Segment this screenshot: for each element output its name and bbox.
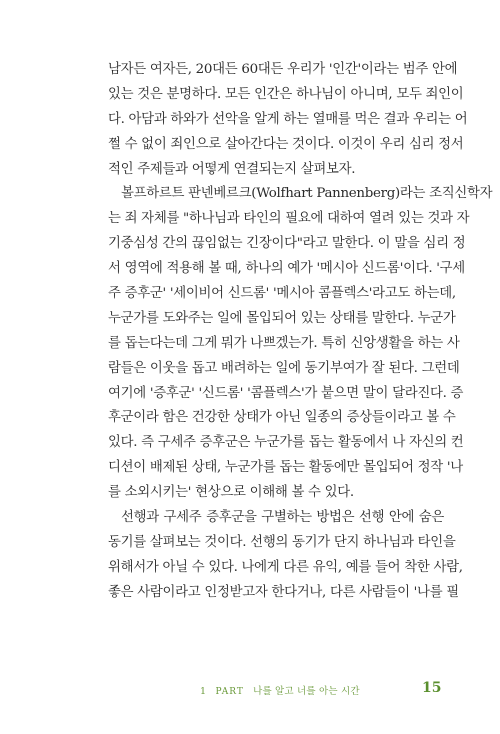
text-line: 여기에 '증후군' '신드롬' '콤플렉스'가 붙으면 말이 달라진다. 증	[108, 385, 464, 401]
text-line: 볼프하르트 판넨베르크(Wolfhart Pannenberg)라는 조직신학자	[121, 186, 493, 202]
text-line: 를 돕는다는데 그게 뭐가 나쁘겠는가. 특히 신앙생활을 하는 사	[108, 335, 460, 351]
text-line: 쩔 수 없이 죄인으로 살아간다는 것이다. 이것이 우리 심리 정서	[108, 136, 464, 152]
paragraph-3	[108, 506, 463, 606]
text-line: 디션이 배제된 상태, 누군가를 돕는 활동에만 몰입되어 정작 '나	[108, 460, 463, 476]
text-line: 선행과 구세주 증후군을 구별하는 방법은 선행 안에 숨은	[121, 510, 444, 526]
text-line: 누군가를 도와주는 일에 몰입되어 있는 상태를 말한다. 누군가	[108, 310, 456, 326]
text-line: 주 증후군' '세이비어 신드롬' '메시아 콤플렉스'라고도 하는데,	[108, 286, 456, 302]
text-line: 다. 아담과 하와가 선악을 알게 하는 열매를 먹은 결과 우리는 어	[108, 111, 468, 127]
text-line: 후군이라 함은 건강한 상태가 아닌 일종의 증상들이라고 볼 수	[108, 410, 456, 426]
text-line: 는 죄 자체를 "하나님과 타인의 필요에 대하여 열려 있는 것과 자	[108, 211, 470, 227]
text-line: 적인 주제들과 어떻게 연결되는지 살펴보자.	[108, 161, 356, 177]
part-label: PART	[215, 687, 244, 697]
text-line: 서 영역에 적용해 볼 때, 하나의 예가 '메시아 신드롬'이다. '구세	[108, 261, 465, 277]
body-text	[108, 58, 493, 606]
part-number: 1	[200, 686, 207, 697]
paragraph-1	[108, 58, 468, 182]
page-footer	[0, 680, 500, 700]
page-number: 15	[422, 680, 442, 696]
running-footer	[200, 683, 360, 697]
text-line: 동기를 살펴보는 것이다. 선행의 동기가 단지 하나님과 타인을	[108, 534, 456, 550]
text-line: 있는 것은 분명하다. 모든 인간은 하나님이 아니며, 모두 죄인이	[108, 86, 464, 102]
part-title: 나를 알고 너를 아는 시간	[253, 686, 360, 697]
text-line: 를 소외시키는' 현상으로 이해해 볼 수 있다.	[108, 485, 354, 501]
text-line: 위해서가 아닐 수 있다. 나에게 다른 유익, 예를 들어 착한 사람,	[108, 559, 463, 575]
text-line: 기중심성 간의 끊임없는 긴장이다"라고 말한다. 이 말을 심리 정	[108, 236, 466, 252]
text-line: 람들은 이웃을 돕고 배려하는 일에 동기부여가 잘 된다. 그런데	[108, 360, 460, 376]
text-line: 남자든 여자든, 20대든 60대든 우리가 '인간'이라는 범주 안에	[108, 62, 458, 77]
text-line: 있다. 즉 구세주 증후군은 누군가를 돕는 활동에서 나 자신의 컨	[108, 435, 464, 451]
paragraph-2	[108, 182, 493, 506]
text-line: 좋은 사람이라고 인정받고자 한다거나, 다른 사람들이 '나를 필	[108, 584, 459, 600]
